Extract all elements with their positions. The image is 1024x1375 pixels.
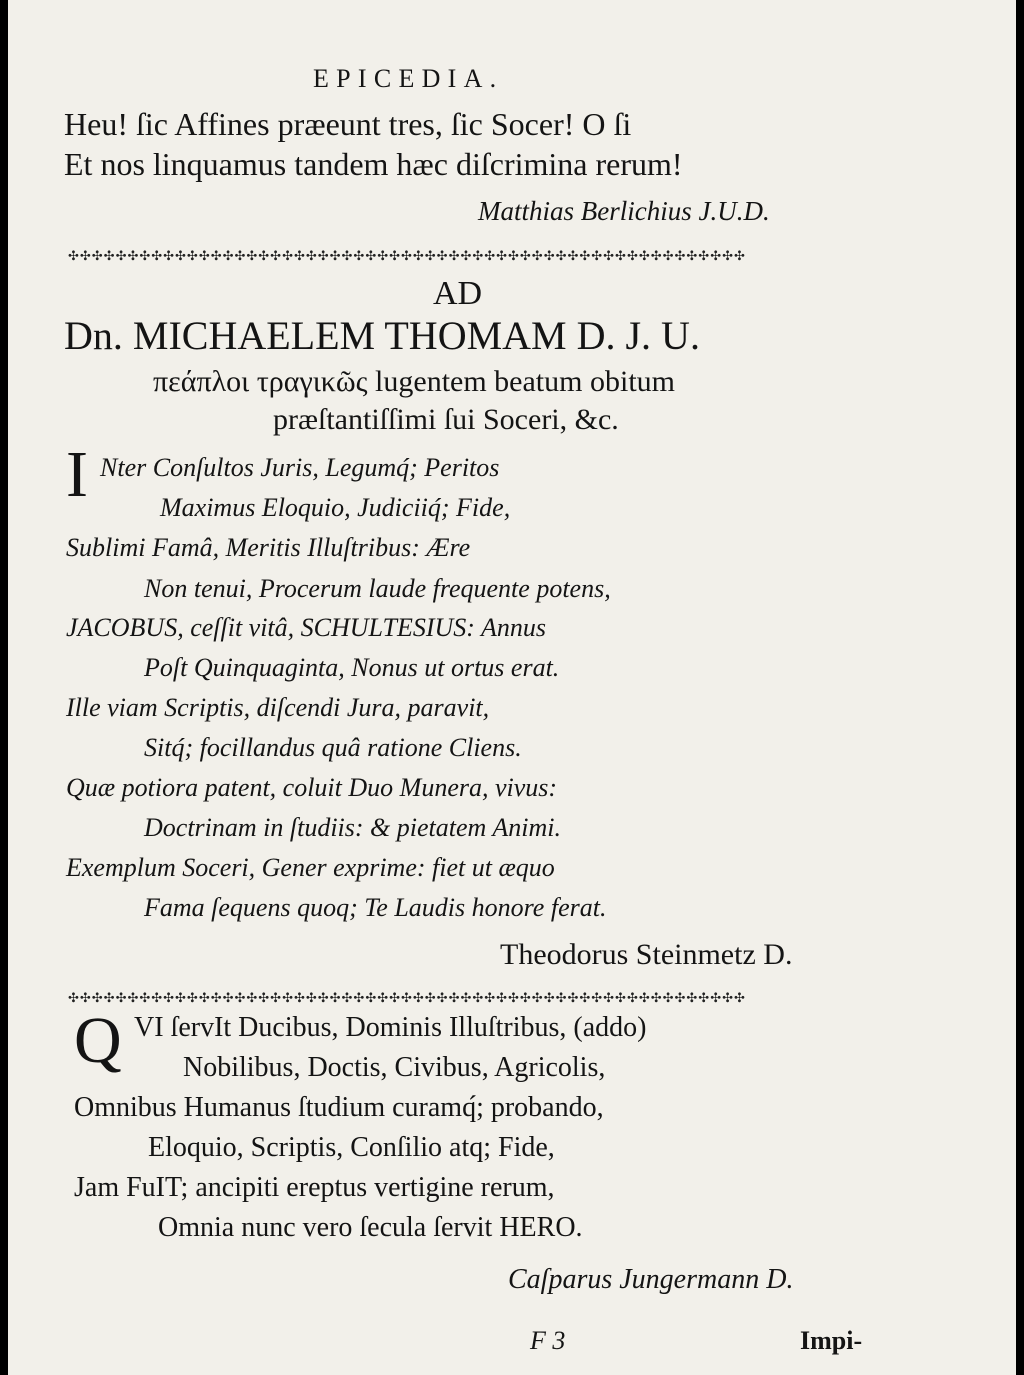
poem-line: Quæ potiora patent, coluit Duo Munera, vivus: <box>66 773 558 802</box>
section2-dedication: præſtantiſſimi ſui Soceri, &c. <box>273 403 619 436</box>
poem-line: Poſt Quinquaginta, Nonus ut ortus erat. <box>144 653 560 682</box>
ornament-divider: ✣✣✣✣✣✣✣✣✣✣✣✣✣✣✣✣✣✣✣✣✣✣✣✣✣✣✣✣✣✣✣✣✣✣✣✣✣✣✣✣✣✣✣✣✣✣✣✣✣✣✣✣✣✣✣✣✣ <box>68 991 746 1005</box>
section2-dedication: πεάπλοι τραγικῶς lugentem beatum obitum <box>153 365 675 398</box>
poem-line: Omnibus Humanus ſtudium curamq́; probando, <box>74 1092 604 1123</box>
poem-line: Doctrinam in ſtudiis: & pietatem Animi. <box>144 813 561 842</box>
poem-line: Jam FuIT; ancipiti ereptus vertigine rerum, <box>74 1172 555 1203</box>
poem-line: VI ſervIt Ducibus, Dominis Illuſtribus, (addo) <box>134 1012 647 1043</box>
poem-line: Eloquio, Scriptis, Conſilio atq; Fide, <box>148 1132 555 1163</box>
section2-ad: AD <box>433 275 483 312</box>
running-title: EPICEDIA. <box>313 64 504 93</box>
poem-line: Exemplum Soceri, Gener exprime: fiet ut æquo <box>66 853 555 882</box>
section2-author: Theodorus Steinmetz D. <box>500 938 793 971</box>
section2-recipient: Dn. MICHAELEM THOMAM D. J. U. <box>64 313 700 358</box>
poem-line: Fama ſequens quoq; Te Laudis honore ferat. <box>144 893 607 922</box>
poem-line: Maximus Eloquio, Judiciiq́; Fide, <box>160 493 511 522</box>
poem-line: Non tenui, Procerum laude frequente potens, <box>144 574 611 603</box>
catchword: Impi- <box>800 1326 863 1355</box>
poem-line: Nter Conſultos Juris, Legumq́; Peritos <box>100 453 500 482</box>
poem-line: Omnia nunc vero ſecula ſervit HERO. <box>158 1212 583 1243</box>
poem-line: Ille viam Scriptis, diſcendi Jura, paravit, <box>66 693 490 722</box>
poem1-author: Matthias Berlichius J.U.D. <box>478 196 770 226</box>
poem-line: Nobilibus, Doctis, Civibus, Agricolis, <box>183 1052 606 1083</box>
poem-line: JACOBUS, ceſſit vitâ, SCHULTESIUS: Annus <box>66 613 546 642</box>
poem1-line: Heu! ſic Affines præeunt tres, ſic Socer! O ſi <box>64 106 632 142</box>
poem-line: Sublimi Famâ, Meritis Illuſtribus: Ære <box>66 533 471 562</box>
ornament-divider: ✣✣✣✣✣✣✣✣✣✣✣✣✣✣✣✣✣✣✣✣✣✣✣✣✣✣✣✣✣✣✣✣✣✣✣✣✣✣✣✣✣✣✣✣✣✣✣✣✣✣✣✣✣✣✣✣✣ <box>68 249 746 263</box>
book-page <box>8 0 1016 1375</box>
drop-cap-i: I <box>66 438 88 511</box>
poem-line: Sitq́; focillandus quâ ratione Cliens. <box>144 733 522 762</box>
poem1-line: Et nos linquamus tandem hæc diſcrimina rerum! <box>64 146 683 182</box>
section3-author: Caſparus Jungermann D. <box>508 1264 794 1295</box>
drop-cap-q: Q <box>74 1004 122 1077</box>
signature-mark: F 3 <box>530 1326 566 1355</box>
